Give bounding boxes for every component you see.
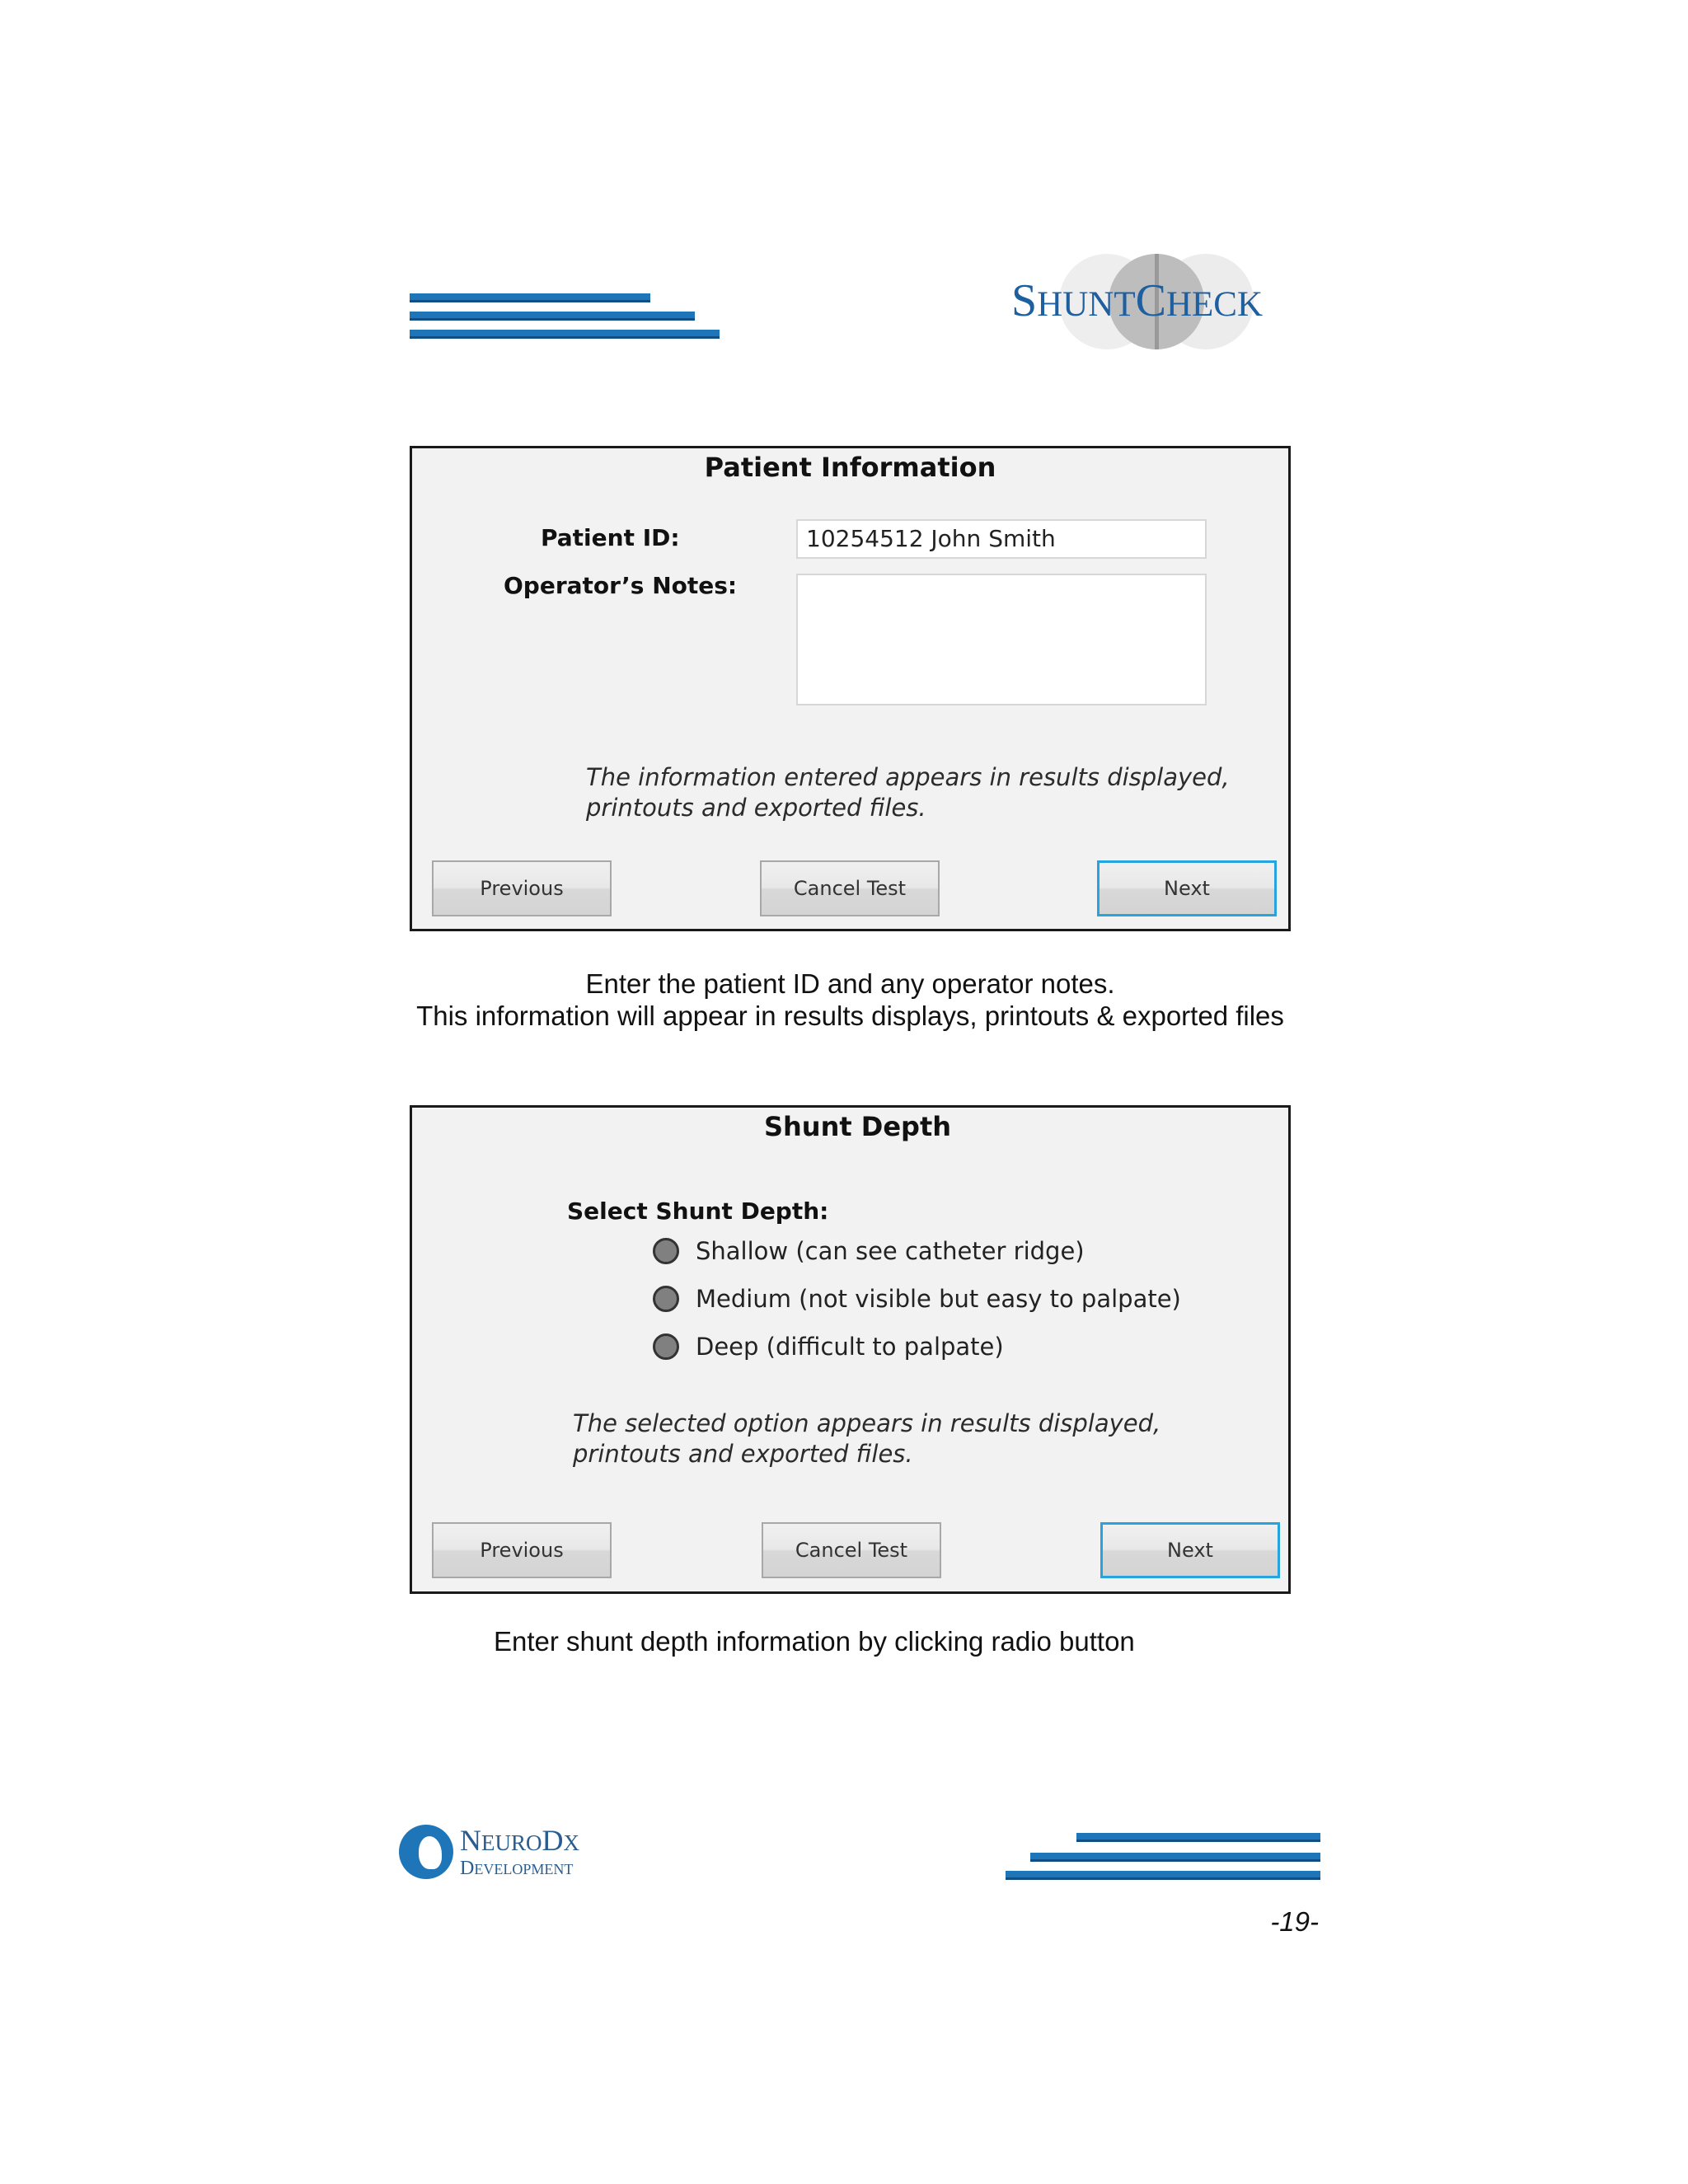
information-note: The information entered appears in results displayed, printouts and exported files. [586,763,1230,822]
neurodx-wordmark: NEURODX [460,1824,579,1857]
header-bar-2 [410,312,695,321]
development-wordmark: DEVELOPMENT [460,1858,574,1879]
caption-patient-info: Enter the patient ID and any operator notes. This information will appear in results displays, printouts & exported files [416,968,1284,1031]
radio-option-medium[interactable] [653,1285,1181,1313]
head-profile-icon [399,1825,453,1879]
previous-button[interactable]: Previous [432,1522,612,1578]
operator-notes-input[interactable] [796,574,1207,705]
previous-button[interactable]: Previous [432,860,612,916]
cancel-test-button[interactable]: Cancel Test [760,860,940,916]
operator-notes-label: Operator’s Notes: [504,572,738,599]
patient-information-dialog [410,446,1291,931]
radio-button[interactable] [653,1238,679,1264]
dialog-title: Shunt Depth [763,1111,952,1142]
logo-wordmark: SHUNTCHECK [1011,275,1264,326]
next-button[interactable]: Next [1097,860,1277,916]
cancel-test-button[interactable]: Cancel Test [762,1522,941,1578]
radio-label: Deep (difficult to palpate) [696,1333,1004,1361]
neurodx-logo [399,1821,613,1883]
radio-option-deep[interactable] [653,1333,1004,1361]
radio-option-shallow[interactable] [653,1237,1085,1265]
page-number: -19- [1270,1906,1319,1937]
shunt-depth-dialog [410,1105,1291,1594]
next-button[interactable]: Next [1100,1522,1280,1578]
shuntcheck-logo [1001,251,1298,350]
header-bar-3 [410,330,720,339]
patient-id-label: Patient ID: [541,524,680,551]
footer-bar-2 [1030,1853,1320,1862]
caption-shunt-depth: Enter shunt depth information by clicking radio button [494,1626,1135,1657]
header-bar-1 [410,293,650,302]
footer-bar-3 [1006,1871,1320,1880]
selected-option-note: The selected option appears in results displayed, printouts and exported files. [573,1409,1161,1468]
radio-button[interactable] [653,1286,679,1312]
select-shunt-depth-label: Select Shunt Depth: [567,1197,829,1225]
footer-bar-1 [1076,1833,1320,1842]
radio-label: Shallow (can see catheter ridge) [696,1237,1085,1265]
radio-button[interactable] [653,1333,679,1360]
dialog-title: Patient Information [704,452,996,483]
radio-label: Medium (not visible but easy to palpate) [696,1285,1181,1313]
patient-id-input[interactable]: 10254512 John Smith [796,519,1207,559]
